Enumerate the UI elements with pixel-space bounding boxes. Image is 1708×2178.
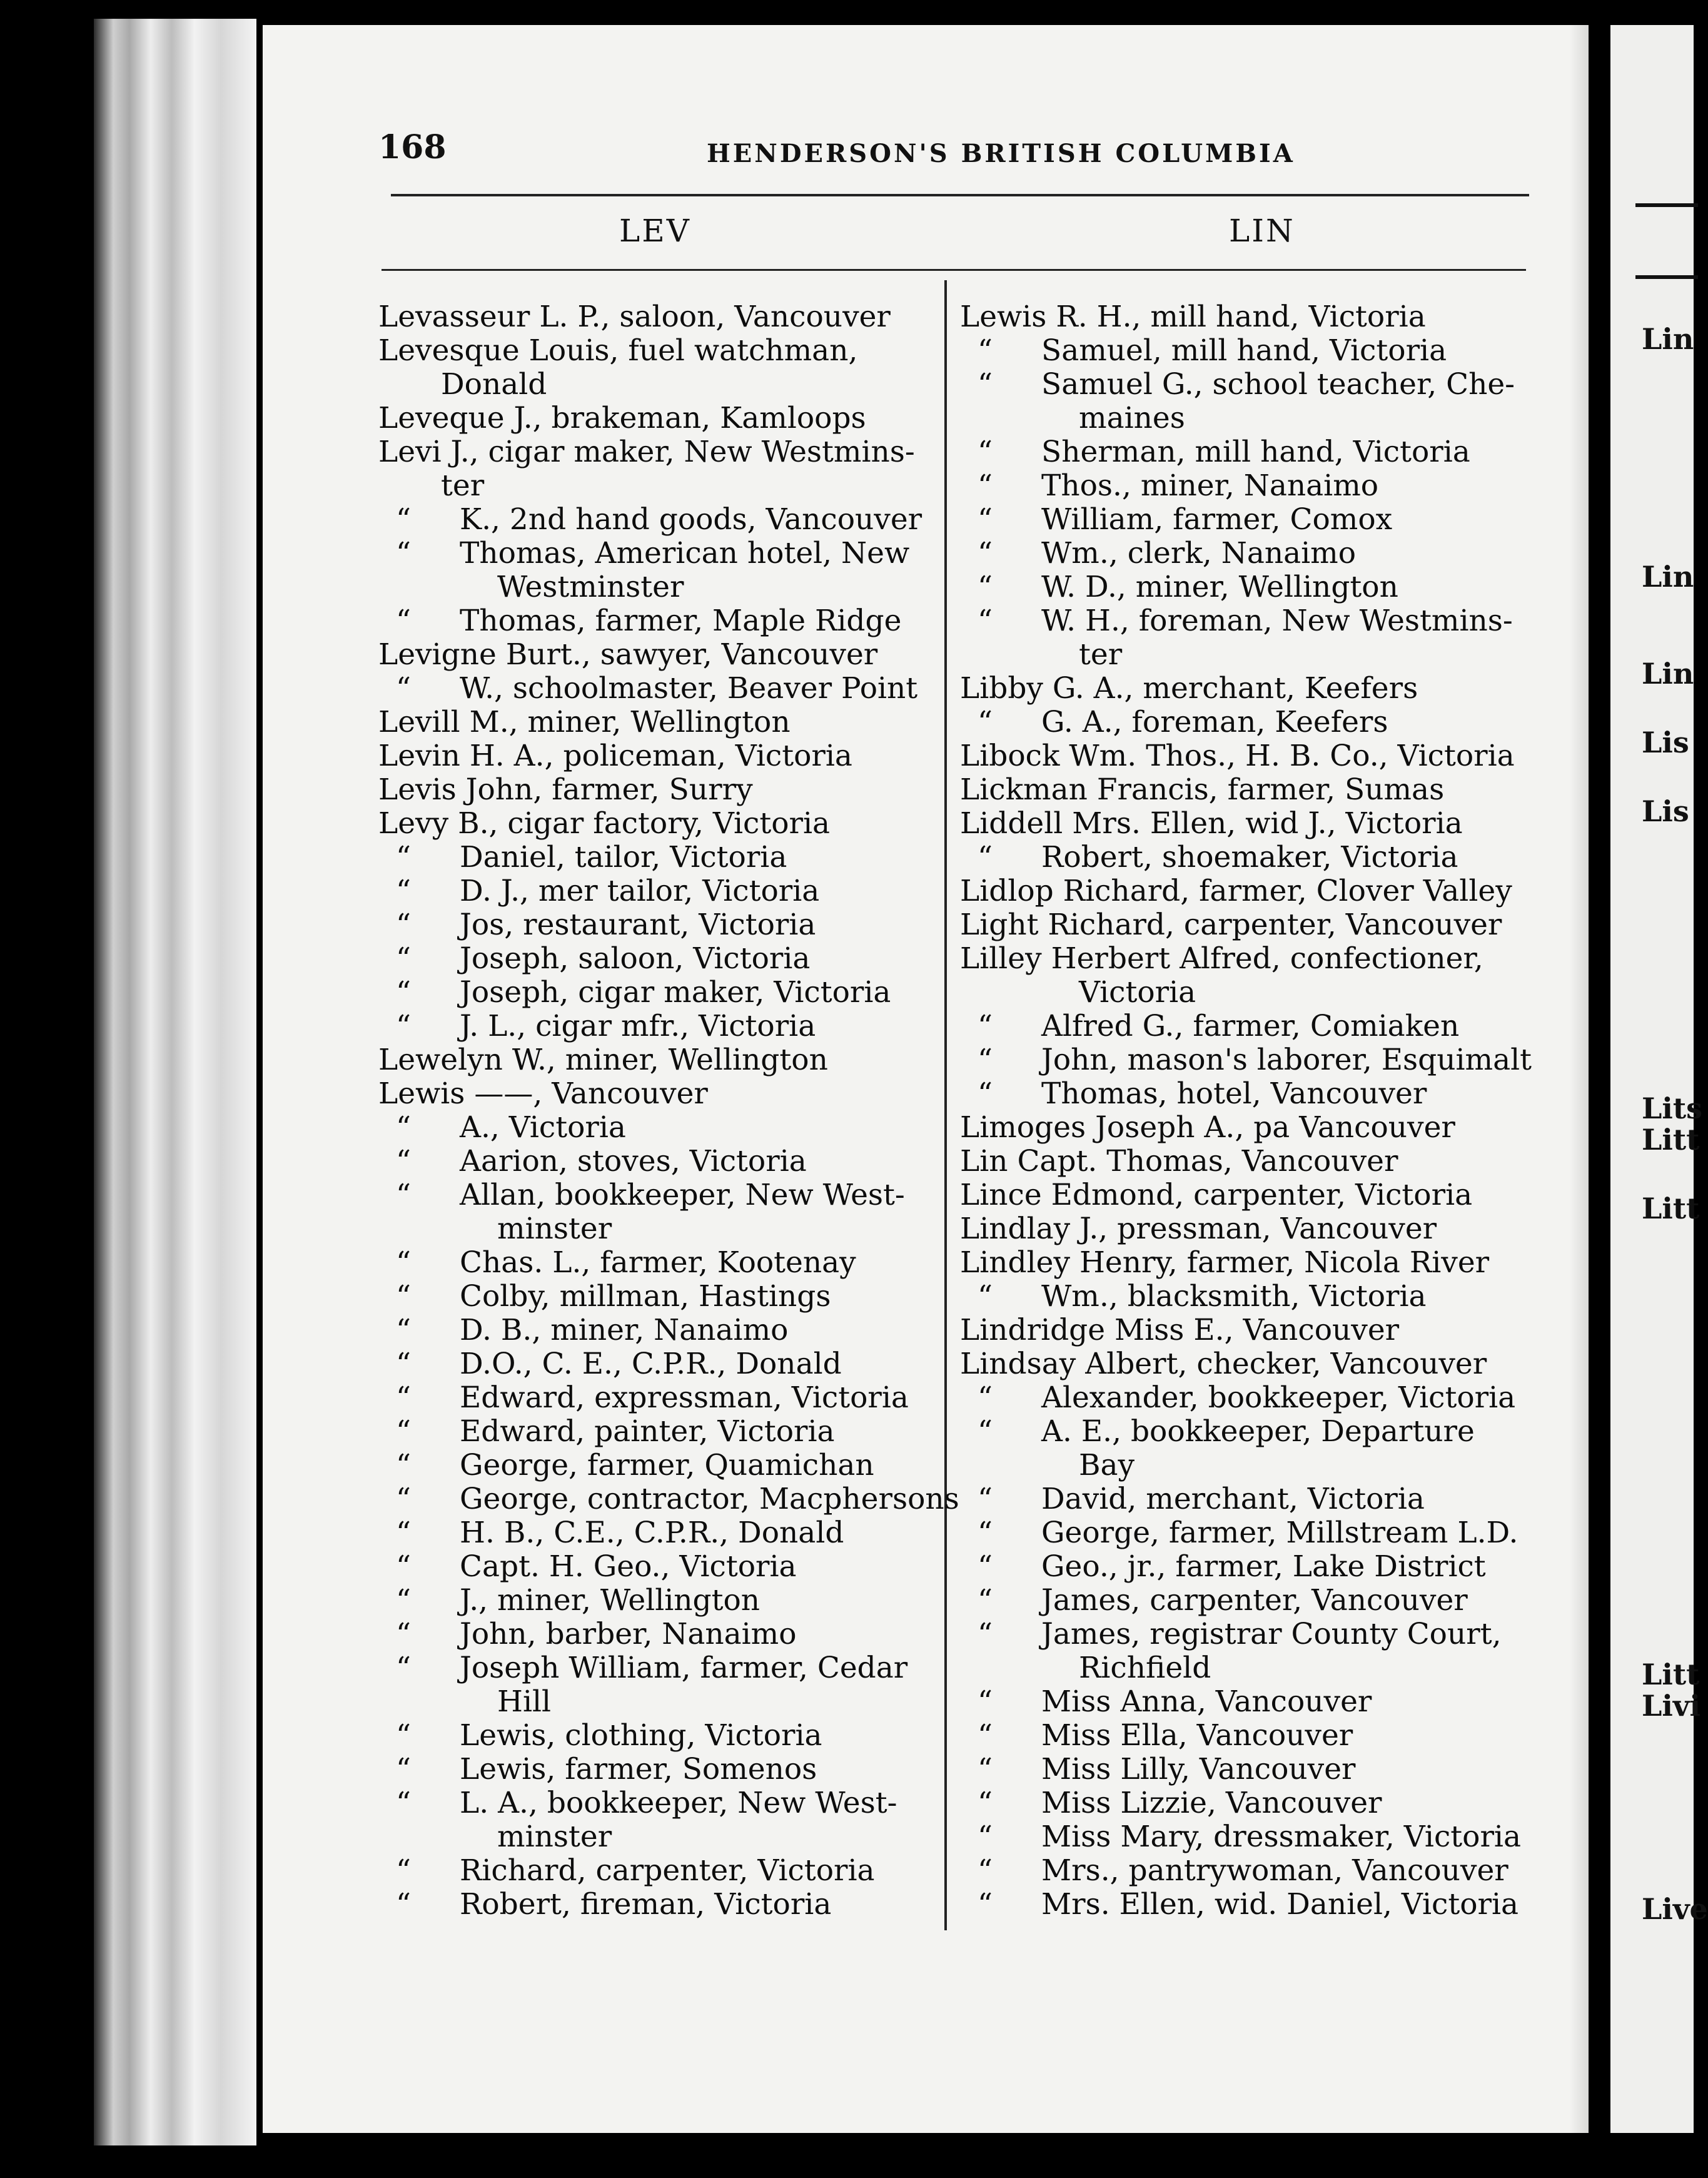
directory-entry xyxy=(960,503,1548,537)
next-page-fragment: Litt xyxy=(1642,1658,1700,1691)
entry-text: Samuel, mill hand, Victoria xyxy=(1041,333,1447,368)
directory-entry xyxy=(960,1178,1548,1212)
entry-text: Lindsay Albert, checker, Vancouver xyxy=(960,1347,1487,1381)
ditto-mark: “ xyxy=(978,1482,993,1516)
entry-text: Levis John, farmer, Surry xyxy=(378,772,753,807)
entry-text: Levesque Louis, fuel watchman, xyxy=(378,333,858,368)
entry-text: Mrs., pantrywoman, Vancouver xyxy=(1041,1853,1508,1888)
ditto-mark: “ xyxy=(396,908,412,942)
directory-entry xyxy=(378,1415,935,1449)
next-page-fragment: Lin xyxy=(1642,657,1694,691)
directory-entry xyxy=(960,570,1548,604)
entry-text: Colby, millman, Hastings xyxy=(460,1279,831,1314)
entry-text: Edward, painter, Victoria xyxy=(460,1414,835,1449)
directory-entry xyxy=(960,1347,1548,1381)
directory-entry xyxy=(960,1077,1548,1111)
directory-entry xyxy=(378,1077,935,1111)
entry-text: Lewis R. H., mill hand, Victoria xyxy=(960,300,1426,334)
entry-text: Bay xyxy=(1079,1448,1135,1482)
directory-entry xyxy=(960,1786,1548,1820)
entry-text: John, mason's laborer, Esquimalt xyxy=(1041,1043,1532,1077)
ditto-mark: “ xyxy=(978,1684,993,1719)
entry-text: Alexander, bookkeeper, Victoria xyxy=(1041,1380,1516,1415)
entry-text: David, merchant, Victoria xyxy=(1041,1482,1425,1516)
entry-text: Richard, carpenter, Victoria xyxy=(460,1853,875,1888)
directory-entry xyxy=(960,1651,1548,1685)
ditto-mark: “ xyxy=(978,1718,993,1753)
ditto-mark: “ xyxy=(396,1110,412,1145)
entry-text: Robert, fireman, Victoria xyxy=(460,1887,832,1922)
directory-entry xyxy=(378,1753,935,1786)
directory-entry xyxy=(378,1010,935,1043)
directory-entry xyxy=(960,1584,1548,1618)
entry-text: D.O., C. E., C.P.R., Donald xyxy=(460,1347,842,1381)
entry-text: ter xyxy=(1079,637,1123,672)
entry-text: W. D., miner, Wellington xyxy=(1041,570,1398,604)
directory-entry xyxy=(378,1178,935,1212)
entry-text: Capt. H. Geo., Victoria xyxy=(460,1549,797,1584)
ditto-mark: “ xyxy=(396,1549,412,1584)
directory-entry xyxy=(960,1145,1548,1178)
entry-text: Samuel G., school teacher, Che- xyxy=(1041,367,1515,402)
entry-text: Thos., miner, Nanaimo xyxy=(1041,469,1379,503)
directory-entry xyxy=(960,537,1548,570)
entry-text: William, farmer, Comox xyxy=(1041,502,1393,537)
entry-text: Lidlop Richard, farmer, Clover Valley xyxy=(960,874,1512,908)
ditto-mark: “ xyxy=(978,705,993,739)
ditto-mark: “ xyxy=(396,1617,412,1651)
entry-text: Jos, restaurant, Victoria xyxy=(460,908,816,942)
directory-entry xyxy=(960,1381,1548,1415)
entry-text: George, farmer, Millstream L.D. xyxy=(1041,1516,1519,1550)
ditto-mark: “ xyxy=(396,1853,412,1888)
ditto-mark: “ xyxy=(396,874,412,908)
entry-text: J. L., cigar mfr., Victoria xyxy=(460,1009,816,1043)
next-page-fragment: Lin xyxy=(1642,322,1694,356)
directory-entry xyxy=(960,1212,1548,1246)
entry-text: D. J., mer tailor, Victoria xyxy=(460,874,820,908)
entry-text: L. A., bookkeeper, New West- xyxy=(460,1786,897,1820)
entry-text: J., miner, Wellington xyxy=(460,1583,761,1618)
ditto-mark: “ xyxy=(978,840,993,874)
directory-entry xyxy=(960,874,1548,908)
left-column-head: LEV xyxy=(619,213,691,249)
entry-text: H. B., C.E., C.P.R., Donald xyxy=(460,1516,844,1550)
entry-text: Lilley Herbert Alfred, confectioner, xyxy=(960,941,1483,976)
directory-entry xyxy=(378,537,935,570)
entry-text: Miss Anna, Vancouver xyxy=(1041,1684,1372,1719)
ditto-mark: “ xyxy=(978,469,993,503)
right-column-head: LIN xyxy=(1229,213,1295,249)
directory-entry xyxy=(960,1550,1548,1584)
directory-entry xyxy=(960,1618,1548,1651)
ditto-mark: “ xyxy=(396,1651,412,1685)
entry-text: G. A., foreman, Keefers xyxy=(1041,705,1388,739)
ditto-mark: “ xyxy=(396,840,412,874)
entry-text: Geo., jr., farmer, Lake District xyxy=(1041,1549,1486,1584)
entry-text: Wm., blacksmith, Victoria xyxy=(1041,1279,1427,1314)
entry-text: Levi J., cigar maker, New Westmins- xyxy=(378,435,915,469)
directory-entry xyxy=(378,1280,935,1314)
ditto-mark: “ xyxy=(396,604,412,638)
directory-entry xyxy=(960,1854,1548,1888)
entry-text: W., schoolmaster, Beaver Point xyxy=(460,671,918,706)
entry-text: Hill xyxy=(497,1684,552,1719)
entry-text: Miss Lilly, Vancouver xyxy=(1041,1752,1356,1786)
entry-text: Lindley Henry, farmer, Nicola River xyxy=(960,1245,1490,1280)
directory-entry xyxy=(378,773,935,807)
directory-entry xyxy=(378,1651,935,1685)
directory-entry xyxy=(378,402,935,435)
entry-text: Levy B., cigar factory, Victoria xyxy=(378,806,831,841)
entry-text: Robert, shoemaker, Victoria xyxy=(1041,840,1458,874)
ditto-mark: “ xyxy=(978,1380,993,1415)
directory-entry xyxy=(960,942,1548,976)
directory-entry xyxy=(960,841,1548,874)
entry-text: Miss Ella, Vancouver xyxy=(1041,1718,1353,1753)
entry-text: George, farmer, Quamichan xyxy=(460,1448,874,1482)
directory-entry xyxy=(378,942,935,976)
directory-entry xyxy=(960,368,1548,402)
entry-text: Lindridge Miss E., Vancouver xyxy=(960,1313,1400,1347)
ditto-mark: “ xyxy=(396,975,412,1010)
directory-entry xyxy=(378,638,935,672)
entry-text: Lindlay J., pressman, Vancouver xyxy=(960,1212,1437,1246)
entry-text: George, contractor, Macphersons xyxy=(460,1482,959,1516)
directory-entry xyxy=(378,1618,935,1651)
entry-text: Lewis, farmer, Somenos xyxy=(460,1752,817,1786)
ditto-mark: “ xyxy=(978,1820,993,1854)
ditto-mark: “ xyxy=(978,435,993,469)
directory-entry xyxy=(378,1854,935,1888)
entry-text: ter xyxy=(441,469,485,503)
ditto-mark: “ xyxy=(978,1617,993,1651)
ditto-mark: “ xyxy=(396,1144,412,1178)
directory-entry xyxy=(378,334,935,368)
directory-entry xyxy=(378,1584,935,1618)
ditto-mark: “ xyxy=(978,1887,993,1922)
directory-entry xyxy=(378,1685,935,1719)
directory-entry xyxy=(960,1820,1548,1854)
next-page-fragment: Lis xyxy=(1642,794,1689,828)
entry-text: James, carpenter, Vancouver xyxy=(1041,1583,1468,1618)
ditto-mark: “ xyxy=(396,1752,412,1786)
ditto-mark: “ xyxy=(396,1414,412,1449)
entry-text: Sherman, mill hand, Victoria xyxy=(1041,435,1470,469)
ditto-mark: “ xyxy=(396,1583,412,1618)
entry-text: Lin Capt. Thomas, Vancouver xyxy=(960,1144,1398,1178)
directory-entry xyxy=(378,300,935,334)
ditto-mark: “ xyxy=(978,502,993,537)
ditto-mark: “ xyxy=(978,1043,993,1077)
entry-text: D. B., miner, Nanaimo xyxy=(460,1313,789,1347)
entry-text: Lewis ——, Vancouver xyxy=(378,1076,708,1111)
ditto-mark: “ xyxy=(396,1786,412,1820)
directory-entry xyxy=(378,1786,935,1820)
entry-text: Levasseur L. P., saloon, Vancouver xyxy=(378,300,891,334)
directory-entry xyxy=(378,1212,935,1246)
entry-text: Edward, expressman, Victoria xyxy=(460,1380,909,1415)
running-title: HENDERSON'S BRITISH COLUMBIA xyxy=(707,139,1295,168)
entry-text: Richfield xyxy=(1079,1651,1211,1685)
next-page-rule xyxy=(1635,203,1698,207)
directory-entry xyxy=(960,1010,1548,1043)
entry-text: James, registrar County Court, xyxy=(1041,1617,1502,1651)
ditto-mark: “ xyxy=(978,570,993,604)
entry-text: Mrs. Ellen, wid. Daniel, Victoria xyxy=(1041,1887,1519,1922)
directory-entry xyxy=(378,435,935,469)
directory-entry xyxy=(378,1888,935,1922)
next-page-rule xyxy=(1635,275,1698,279)
entry-text: Westminster xyxy=(497,570,684,604)
entry-text: K., 2nd hand goods, Vancouver xyxy=(460,502,922,537)
directory-entry xyxy=(960,638,1548,672)
next-page-fragment: Litt xyxy=(1642,1192,1700,1225)
directory-entry xyxy=(378,1043,935,1077)
ditto-mark: “ xyxy=(396,502,412,537)
directory-entry xyxy=(378,874,935,908)
entry-text: minster xyxy=(497,1820,612,1854)
entry-text: minster xyxy=(497,1212,612,1246)
directory-entry xyxy=(378,1820,935,1854)
directory-entry xyxy=(378,604,935,638)
ditto-mark: “ xyxy=(396,1347,412,1381)
ditto-mark: “ xyxy=(396,1887,412,1922)
entry-text: Lickman Francis, farmer, Sumas xyxy=(960,772,1445,807)
entry-text: Daniel, tailor, Victoria xyxy=(460,840,787,874)
next-page-edge xyxy=(1610,25,1708,2133)
directory-entry xyxy=(378,503,935,537)
directory-entry xyxy=(960,300,1548,334)
directory-entry xyxy=(378,1246,935,1280)
directory-entry xyxy=(960,908,1548,942)
directory-entry xyxy=(378,672,935,706)
directory-entry xyxy=(960,1753,1548,1786)
directory-entry xyxy=(960,1314,1548,1347)
ditto-mark: “ xyxy=(978,536,993,570)
book-edge xyxy=(94,19,256,2145)
directory-entry xyxy=(378,570,935,604)
entry-text: A., Victoria xyxy=(460,1110,626,1145)
directory-entry xyxy=(960,807,1548,841)
entry-text: Leveque J., brakeman, Kamloops xyxy=(378,401,866,435)
ditto-mark: “ xyxy=(978,367,993,402)
entry-text: Limoges Joseph A., pa Vancouver xyxy=(960,1110,1455,1145)
ditto-mark: “ xyxy=(396,671,412,706)
entry-text: Lewis, clothing, Victoria xyxy=(460,1718,822,1753)
directory-entry xyxy=(960,1043,1548,1077)
directory-entry xyxy=(378,1111,935,1145)
directory-entry xyxy=(960,739,1548,773)
entry-text: Light Richard, carpenter, Vancouver xyxy=(960,908,1502,942)
header-rule xyxy=(391,194,1529,196)
directory-entry xyxy=(960,435,1548,469)
directory-entry xyxy=(960,773,1548,807)
directory-entry xyxy=(960,706,1548,739)
directory-entry xyxy=(960,1719,1548,1753)
entry-text: Thomas, hotel, Vancouver xyxy=(1041,1076,1427,1111)
directory-entry xyxy=(378,1719,935,1753)
directory-entry xyxy=(378,1550,935,1584)
entry-text: Libock Wm. Thos., H. B. Co., Victoria xyxy=(960,739,1515,773)
directory-entry xyxy=(378,1145,935,1178)
ditto-mark: “ xyxy=(978,1076,993,1111)
directory-entry xyxy=(960,334,1548,368)
ditto-mark: “ xyxy=(978,1279,993,1314)
directory-entry xyxy=(378,1516,935,1550)
entry-text: Joseph William, farmer, Cedar xyxy=(460,1651,908,1685)
entry-text: Allan, bookkeeper, New West- xyxy=(460,1178,905,1212)
entry-text: Aarion, stoves, Victoria xyxy=(460,1144,807,1178)
entry-text: Miss Mary, dressmaker, Victoria xyxy=(1041,1820,1521,1854)
next-page-fragment: Lis xyxy=(1642,726,1689,759)
entry-text: Levill M., miner, Wellington xyxy=(378,705,791,739)
directory-entry xyxy=(960,1516,1548,1550)
entry-text: Thomas, American hotel, New xyxy=(460,536,910,570)
directory-entry xyxy=(378,841,935,874)
ditto-mark: “ xyxy=(396,1279,412,1314)
right-column xyxy=(960,300,1548,1922)
directory-entry xyxy=(378,1381,935,1415)
next-page-fragment: Lits xyxy=(1642,1092,1702,1125)
entry-text: Joseph, cigar maker, Victoria xyxy=(460,975,891,1010)
ditto-mark: “ xyxy=(396,1245,412,1280)
directory-entry xyxy=(378,706,935,739)
entry-text: Lince Edmond, carpenter, Victoria xyxy=(960,1178,1473,1212)
directory-entry xyxy=(960,1685,1548,1719)
directory-entry xyxy=(378,976,935,1010)
directory-entry xyxy=(960,672,1548,706)
entry-text: maines xyxy=(1079,401,1185,435)
directory-entry xyxy=(378,1449,935,1482)
directory-entry xyxy=(960,1888,1548,1922)
ditto-mark: “ xyxy=(396,941,412,976)
ditto-mark: “ xyxy=(396,1482,412,1516)
directory-entry xyxy=(378,807,935,841)
directory-entry xyxy=(378,368,935,402)
ditto-mark: “ xyxy=(978,1853,993,1888)
ditto-mark: “ xyxy=(978,1583,993,1618)
entry-text: Donald xyxy=(441,367,547,402)
ditto-mark: “ xyxy=(396,1380,412,1415)
entry-text: W. H., foreman, New Westmins- xyxy=(1041,604,1513,638)
ditto-mark: “ xyxy=(978,1414,993,1449)
page-gutter-shadow xyxy=(1570,25,1589,2133)
entry-text: Levigne Burt., sawyer, Vancouver xyxy=(378,637,878,672)
next-page-fragment: Lin xyxy=(1642,560,1694,594)
ditto-mark: “ xyxy=(396,1448,412,1482)
next-page-fragment: Litt xyxy=(1642,1123,1700,1157)
page-number: 168 xyxy=(378,128,447,166)
directory-entry xyxy=(960,469,1548,503)
entry-text: John, barber, Nanaimo xyxy=(460,1617,797,1651)
directory-entry xyxy=(960,402,1548,435)
directory-entry xyxy=(378,469,935,503)
directory-entry xyxy=(378,739,935,773)
column-divider xyxy=(944,280,947,1930)
ditto-mark: “ xyxy=(396,1516,412,1550)
ditto-mark: “ xyxy=(396,1718,412,1753)
directory-entry xyxy=(378,1314,935,1347)
directory-entry xyxy=(378,1347,935,1381)
directory-entry xyxy=(960,1415,1548,1449)
entry-text: Joseph, saloon, Victoria xyxy=(460,941,811,976)
next-page-fragment: Livi xyxy=(1642,1689,1701,1723)
column-head-rule xyxy=(382,269,1526,271)
entry-text: Libby G. A., merchant, Keefers xyxy=(960,671,1418,706)
ditto-mark: “ xyxy=(978,333,993,368)
entry-text: Levin H. A., policeman, Victoria xyxy=(378,739,852,773)
ditto-mark: “ xyxy=(978,1786,993,1820)
entry-text: Thomas, farmer, Maple Ridge xyxy=(460,604,902,638)
entry-text: Chas. L., farmer, Kootenay xyxy=(460,1245,856,1280)
ditto-mark: “ xyxy=(396,1178,412,1212)
directory-entry xyxy=(960,1111,1548,1145)
entry-text: Wm., clerk, Nanaimo xyxy=(1041,536,1357,570)
ditto-mark: “ xyxy=(978,1752,993,1786)
entry-text: Liddell Mrs. Ellen, wid J., Victoria xyxy=(960,806,1463,841)
next-page-fragment: Live xyxy=(1642,1892,1708,1926)
entry-text: Victoria xyxy=(1079,975,1196,1010)
ditto-mark: “ xyxy=(978,1549,993,1584)
directory-entry xyxy=(960,1280,1548,1314)
left-column xyxy=(378,300,959,1922)
entry-text: Miss Lizzie, Vancouver xyxy=(1041,1786,1382,1820)
directory-entry xyxy=(960,1449,1548,1482)
ditto-mark: “ xyxy=(978,604,993,638)
ditto-mark: “ xyxy=(396,1009,412,1043)
directory-entry xyxy=(960,1246,1548,1280)
directory-entry xyxy=(378,908,935,942)
entry-text: Lewelyn W., miner, Wellington xyxy=(378,1043,828,1077)
entry-text: Alfred G., farmer, Comiaken xyxy=(1041,1009,1460,1043)
ditto-mark: “ xyxy=(396,1313,412,1347)
ditto-mark: “ xyxy=(978,1516,993,1550)
directory-entry xyxy=(960,604,1548,638)
directory-entry xyxy=(960,976,1548,1010)
directory-entry xyxy=(378,1482,959,1516)
directory-entry xyxy=(960,1482,1548,1516)
ditto-mark: “ xyxy=(396,536,412,570)
entry-text: A. E., bookkeeper, Departure xyxy=(1041,1414,1475,1449)
ditto-mark: “ xyxy=(978,1009,993,1043)
